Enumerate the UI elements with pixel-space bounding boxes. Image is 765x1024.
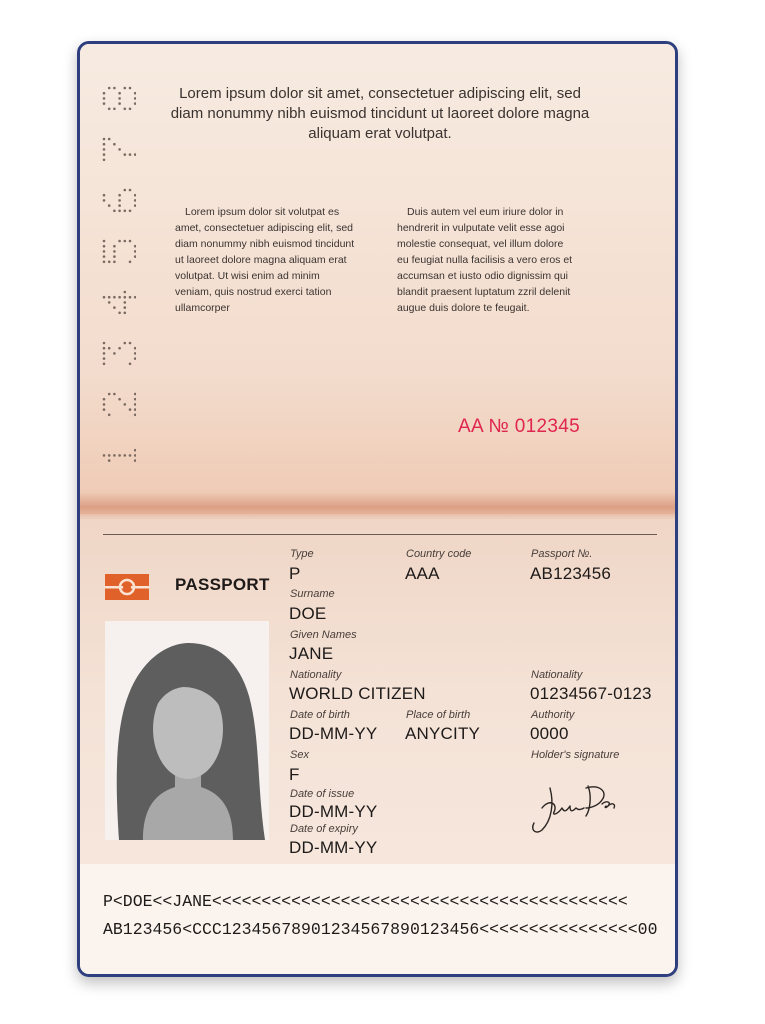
perforation-dot: [108, 296, 111, 299]
perforation-dot: [134, 414, 136, 417]
perforation-dot: [113, 87, 116, 90]
perforation-dot: [129, 363, 132, 366]
perforation-dot: [103, 194, 106, 197]
perforation-dot: [134, 245, 136, 248]
date-of-birth-label: Date of birth: [290, 709, 350, 721]
perforation-dot: [118, 296, 121, 299]
given-names-value: JANE: [289, 644, 334, 663]
perforation-dot: [124, 189, 127, 192]
type-value: P: [289, 564, 301, 583]
surname-value: DOE: [289, 604, 327, 623]
sex-label: Sex: [290, 749, 309, 761]
perforation-dot: [129, 153, 132, 156]
perforation-dot: [103, 352, 106, 355]
perforation-dot: [129, 189, 132, 192]
perforation-dot: [134, 97, 136, 100]
perforation-dot: [118, 347, 121, 350]
perforation-dot: [134, 250, 136, 253]
perforation-dot: [103, 261, 106, 264]
passport-no-label: Passport №.: [531, 548, 593, 560]
perforation-dot: [129, 240, 132, 243]
perforation-dot: [113, 250, 116, 253]
perforation-dot: [134, 153, 136, 156]
perforation-dot: [134, 449, 136, 452]
perforated-digits-icon: [102, 82, 136, 472]
given-names-label: Given Names: [290, 629, 357, 641]
surname-label: Surname: [290, 588, 335, 600]
perforation-dot: [108, 261, 111, 264]
country-code-value: AAA: [405, 564, 440, 583]
perforation-dot: [103, 97, 106, 100]
perforation-dot: [103, 148, 106, 151]
nationality-code-value: 01234567-0123: [530, 684, 652, 703]
perforation-dot: [103, 408, 106, 411]
perforation-dot: [103, 342, 106, 345]
perforation-dot: [103, 153, 106, 156]
sex-value: F: [289, 765, 300, 784]
perforation-dot: [129, 408, 132, 411]
perforation-dot: [124, 301, 127, 304]
flag-icon: [105, 574, 149, 600]
perforation-dot: [124, 210, 127, 213]
perforation-dot: [124, 454, 127, 457]
page-fold: [80, 492, 675, 522]
perforation-dot: [134, 357, 136, 360]
serial-number: AA № 012345: [458, 416, 580, 437]
perforation-dot: [113, 352, 116, 355]
perforation-dot: [124, 312, 127, 315]
perforation-dot: [108, 454, 111, 457]
perforation-dot: [103, 296, 106, 299]
perforation-dot: [103, 143, 106, 146]
perforation-dot: [134, 459, 136, 462]
perforation-dot: [118, 398, 121, 401]
text-column-left-body: Lorem ipsum dolor sit volutpat es amet, consectetuer adipiscing elit, sed diam nonummy nibh euismod tincidunt ut laoreet dolore magna aliquam erat volutpat. Ut wisi enim ad minim veniam, quis nostrud exerci tation ullamcorper: [175, 206, 355, 314]
perforation-dot: [103, 240, 106, 243]
perforation-dot: [108, 204, 111, 207]
perforation-dot: [118, 92, 121, 95]
passport-document: [77, 41, 678, 977]
machine-readable-zone: [80, 864, 675, 977]
perforation-dot: [129, 87, 132, 90]
perforation-dot: [103, 347, 106, 350]
signature-image: [528, 778, 618, 838]
date-of-issue-label: Date of issue: [290, 788, 355, 800]
perforation-dot: [134, 92, 136, 95]
perforation-dot: [129, 210, 132, 213]
perforation-dot: [118, 148, 121, 151]
perforation-dot: [118, 102, 121, 105]
perforation-dot: [124, 403, 127, 406]
perforation-dot: [134, 454, 136, 457]
perforation-dot: [118, 97, 121, 100]
perforation-dot: [108, 459, 111, 462]
perforation-dot: [113, 261, 116, 264]
perforation-dot: [103, 159, 106, 162]
mrz-line-1: P<DOE<<JANE<<<<<<<<<<<<<<<<<<<<<<<<<<<<<<<<<<<<<<<<<<: [103, 892, 628, 911]
perforation-dot: [118, 240, 121, 243]
type-label: Type: [290, 548, 314, 560]
perforation-dot: [108, 393, 111, 396]
perforation-dot: [134, 255, 136, 258]
mrz-line-2: AB123456<CCC12345678901234567890123456<<<<<<<<<<<<<<<<00: [103, 920, 658, 939]
country-code-label: Country code: [406, 548, 472, 560]
perforation-dot: [134, 393, 136, 396]
perforation-dot: [108, 414, 111, 417]
perforation-dot: [118, 312, 121, 315]
perforation-dot: [108, 347, 111, 350]
perforation-dot: [113, 296, 116, 299]
perforation-dot: [103, 92, 106, 95]
perforation-dot: [134, 194, 136, 197]
perforation-dot: [103, 403, 106, 406]
text-column-right: [397, 204, 577, 316]
perforation-dot: [124, 108, 127, 111]
perforation-dot: [108, 301, 111, 304]
perforation-dot: [103, 138, 106, 141]
perforation-dot: [118, 210, 121, 213]
date-of-birth-value: DD-MM-YY: [289, 724, 378, 743]
perforation-dot: [113, 393, 116, 396]
perforation-dot: [134, 408, 136, 411]
date-of-expiry-value: DD-MM-YY: [289, 838, 378, 857]
divider: [103, 534, 657, 535]
holders-signature-label: Holder's signature: [531, 749, 620, 761]
perforation-dot: [134, 199, 136, 202]
holder-photo: [105, 621, 269, 840]
perforation-dot: [134, 347, 136, 350]
perforation-dot: [103, 454, 106, 457]
perforated-number: [102, 82, 136, 477]
perforation-dot: [124, 306, 127, 309]
perforation-dot: [129, 108, 132, 111]
perforation-dot: [113, 255, 116, 258]
perforation-dot: [113, 210, 116, 213]
perforation-dot: [129, 342, 132, 345]
perforation-dot: [129, 454, 132, 457]
portrait-silhouette-icon: [105, 621, 269, 840]
perforation-dot: [103, 398, 106, 401]
perforation-dot: [134, 403, 136, 406]
document-type: PASSPORT: [175, 575, 270, 594]
perforation-dot: [129, 261, 132, 264]
perforation-dot: [134, 296, 136, 299]
perforation-dot: [118, 454, 121, 457]
nationality-code-label: Nationality: [531, 669, 583, 681]
perforation-dot: [103, 363, 106, 366]
date-of-expiry-label: Date of expiry: [290, 823, 358, 835]
perforation-dot: [108, 108, 111, 111]
perforation-dot: [134, 102, 136, 105]
perforation-dot: [113, 143, 116, 146]
perforation-dot: [113, 245, 116, 248]
perforation-dot: [118, 194, 121, 197]
perforation-dot: [134, 352, 136, 355]
perforation-dot: [113, 306, 116, 309]
perforation-dot: [103, 245, 106, 248]
perforation-dot: [134, 204, 136, 207]
text-column-right-body: Duis autem vel eum iriure dolor in hendrerit in vulputate velit esse agoi molestie consequat, vel illum dolore eu feugiat nulla facilisis a vero eros et accumsan et iusto odio dignissim qui blandit praesent luptatum zzril delenit augue duis dolore te feugait.: [397, 206, 573, 314]
perforation-dot: [108, 87, 111, 90]
perforation-dot: [118, 199, 121, 202]
perforation-dot: [134, 398, 136, 401]
perforation-dot: [124, 342, 127, 345]
authority-label: Authority: [531, 709, 575, 721]
perforation-dot: [124, 240, 127, 243]
nationality-value: WORLD CITIZEN: [289, 684, 426, 703]
perforation-dot: [124, 153, 127, 156]
text-column-left: [175, 204, 355, 316]
passport-no-value: AB123456: [530, 564, 612, 583]
perforation-dot: [103, 357, 106, 360]
date-of-issue-value: DD-MM-YY: [289, 802, 378, 821]
intro-text: Lorem ipsum dolor sit amet, consectetuer adipiscing elit, sed diam nonummy nibh euismod tincidunt ut laoreet dolore magna aliquam erat volutpat.: [170, 85, 590, 142]
perforation-dot: [118, 204, 121, 207]
perforation-dot: [113, 108, 116, 111]
perforation-dot: [103, 255, 106, 258]
nationality-label: Nationality: [290, 669, 342, 681]
perforation-dot: [103, 102, 106, 105]
authority-value: 0000: [530, 724, 569, 743]
perforation-dot: [113, 454, 116, 457]
perforation-dot: [129, 296, 132, 299]
perforation-dot: [108, 138, 111, 141]
place-of-birth-value: ANYCITY: [405, 724, 481, 743]
place-of-birth-label: Place of birth: [406, 709, 471, 721]
perforation-dot: [103, 199, 106, 202]
perforation-dot: [103, 250, 106, 253]
perforation-dot: [124, 296, 127, 299]
perforation-dot: [124, 291, 127, 294]
perforation-dot: [124, 87, 127, 90]
